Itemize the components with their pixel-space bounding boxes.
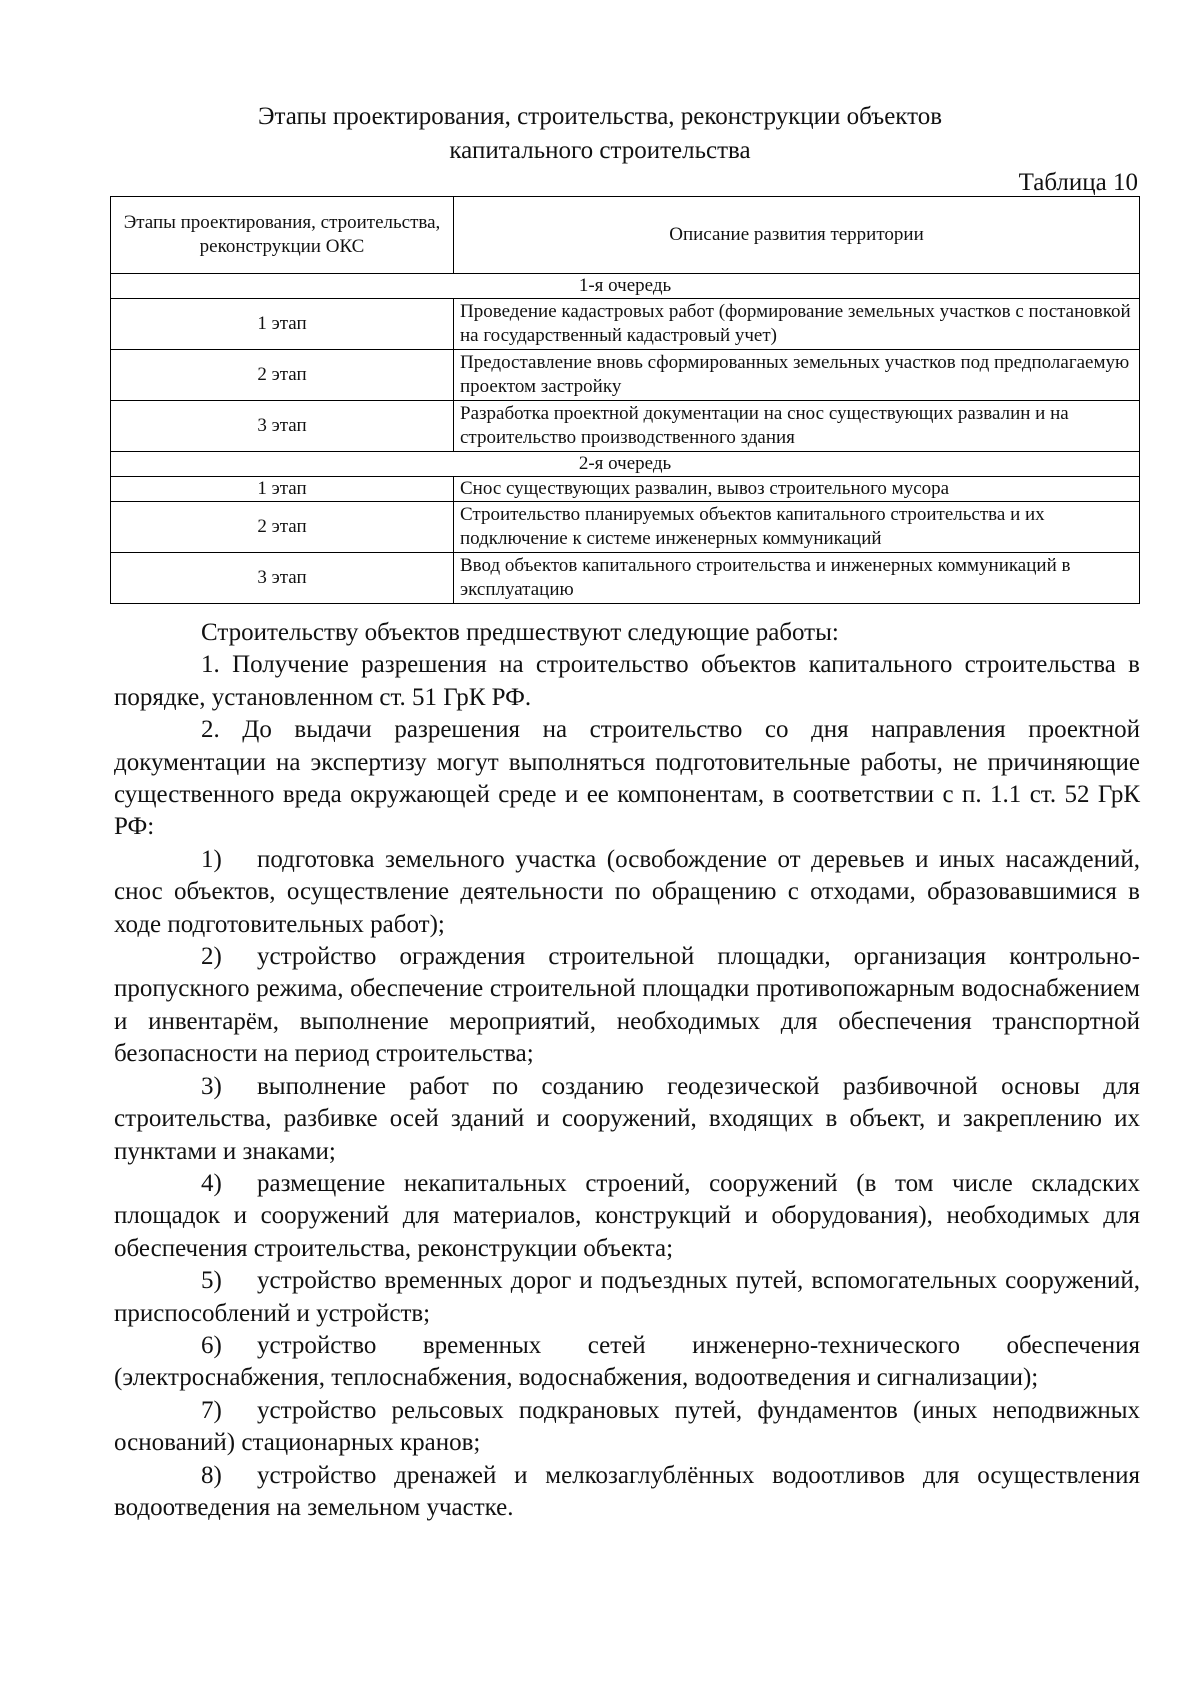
list-item-number: 2) <box>201 943 222 971</box>
list-item <box>114 1395 1140 1460</box>
description-cell: Предоставление вновь сформированных земельных участков под предполагаемую проектом застройку <box>454 350 1140 401</box>
list-item-text: выполнение работ по созданию геодезической разбивочной основы для строительства, разбивке осей зданий и сооружений, входящих в объект, и закреплению их пунктами и знаками; <box>114 1072 1140 1165</box>
paragraph-2: 2. До выдачи разрешения на строительство со дня направления проектной документации на экспертизу могут выполняться подготовительные работы, не причиняющие существенного вреда окружающей среде и ее компонентам, в соответствии с п. 1.1 ст. 52 ГрК РФ: <box>114 716 1140 841</box>
table-row <box>111 401 1140 452</box>
description-cell: Ввод объектов капитального строительства и инженерных коммуникаций в эксплуатацию <box>454 553 1140 604</box>
table-row <box>111 350 1140 401</box>
stage-cell: 1 этап <box>111 477 454 502</box>
table-header-row <box>111 197 1140 274</box>
table-row <box>111 477 1140 502</box>
list-item <box>114 1265 1140 1330</box>
table-row <box>111 502 1140 553</box>
list-item-number: 5) <box>201 1267 222 1295</box>
description-cell: Строительство планируемых объектов капитального строительства и их подключение к системе инженерных коммуникаций <box>454 502 1140 553</box>
list-item-number: 4) <box>201 1169 222 1197</box>
phase-label: 1-я очередь <box>111 274 1140 299</box>
phase-row <box>111 452 1140 477</box>
document-title-line-2: капитального строительства <box>449 137 751 164</box>
list-item-text: устройство временных сетей инженерно-технического обеспечения (электроснабжения, теплоснабжения, водоснабжения, водоотведения и сигнализации); <box>114 1331 1140 1392</box>
list-item-text: устройство рельсовых подкрановых путей, фундаментов (иных неподвижных оснований) стационарных кранов; <box>114 1396 1140 1457</box>
intro-paragraph: Строительству объектов предшествуют следующие работы: <box>201 619 839 646</box>
list-item <box>114 844 1140 941</box>
stage-cell: 2 этап <box>111 350 454 401</box>
list-item-text: устройство дренажей и мелкозаглублённых водоотливов для осуществления водоотведения на земельном участке. <box>114 1461 1140 1521</box>
list-item-number: 6) <box>201 1331 222 1359</box>
list-item-text: устройство временных дорог и подъездных путей, вспомогательных сооружений, приспособлений и устройств; <box>114 1267 1140 1327</box>
description-cell: Разработка проектной документации на снос существующих развалин и на строительство производственного здания <box>454 401 1140 452</box>
list-item-number: 7) <box>201 1396 222 1424</box>
table-row <box>111 553 1140 604</box>
list-item <box>114 1071 1140 1168</box>
list-item-number: 1) <box>201 845 222 873</box>
document-title <box>180 100 1020 168</box>
description-cell: Снос существующих развалин, вывоз строительного мусора <box>454 477 1140 502</box>
table-row <box>111 299 1140 350</box>
stage-cell: 3 этап <box>111 553 454 604</box>
list-item-number: 3) <box>201 1072 222 1100</box>
list-item <box>114 1460 1140 1525</box>
phase-row <box>111 274 1140 299</box>
list-item-text: подготовка земельного участка (освобождение от деревьев и иных насаждений, снос объектов, осуществление деятельности по обращению с отходами, образовавшимися в ходе подготовительных работ); <box>114 845 1140 938</box>
list-item-text: размещение некапитальных строений, сооружений (в том числе складских площадок и сооружений для материалов, конструкций и оборудования), необходимых для обеспечения строительства, реконструкции объекта; <box>114 1169 1140 1262</box>
document-title-line-1: Этапы проектирования, строительства, реконструкции объектов <box>257 103 943 130</box>
list-item <box>114 1330 1140 1395</box>
list-item-text: устройство ограждения строительной площадки, организация контрольно-пропускного режима, обеспечение строительной площадки противопожарным водоснабжением и инвентарём, выполнение мероприятий, необходимых для обеспечения транспортной безопасности на период строительства; <box>114 943 1140 1068</box>
list-item <box>114 941 1140 1071</box>
stage-cell: 1 этап <box>111 299 454 350</box>
header-description: Описание развития территории <box>454 197 1140 274</box>
list-item <box>114 1168 1140 1265</box>
stage-cell: 3 этап <box>111 401 454 452</box>
body-text <box>114 617 1140 1524</box>
phase-label: 2-я очередь <box>111 452 1140 477</box>
table-number-label: Таблица 10 <box>1018 169 1138 196</box>
list-item-number: 8) <box>201 1461 222 1489</box>
stages-table <box>110 196 1140 604</box>
stage-cell: 2 этап <box>111 502 454 553</box>
header-stage: Этапы проектирования, строительства, реконструкции ОКС <box>111 197 454 274</box>
description-cell: Проведение кадастровых работ (формирование земельных участков с постановкой на государственный кадастровый учет) <box>454 299 1140 350</box>
paragraph-1: 1. Получение разрешения на строительство объектов капитального строительства в порядке, установленном ст. 51 ГрК РФ. <box>114 651 1140 711</box>
